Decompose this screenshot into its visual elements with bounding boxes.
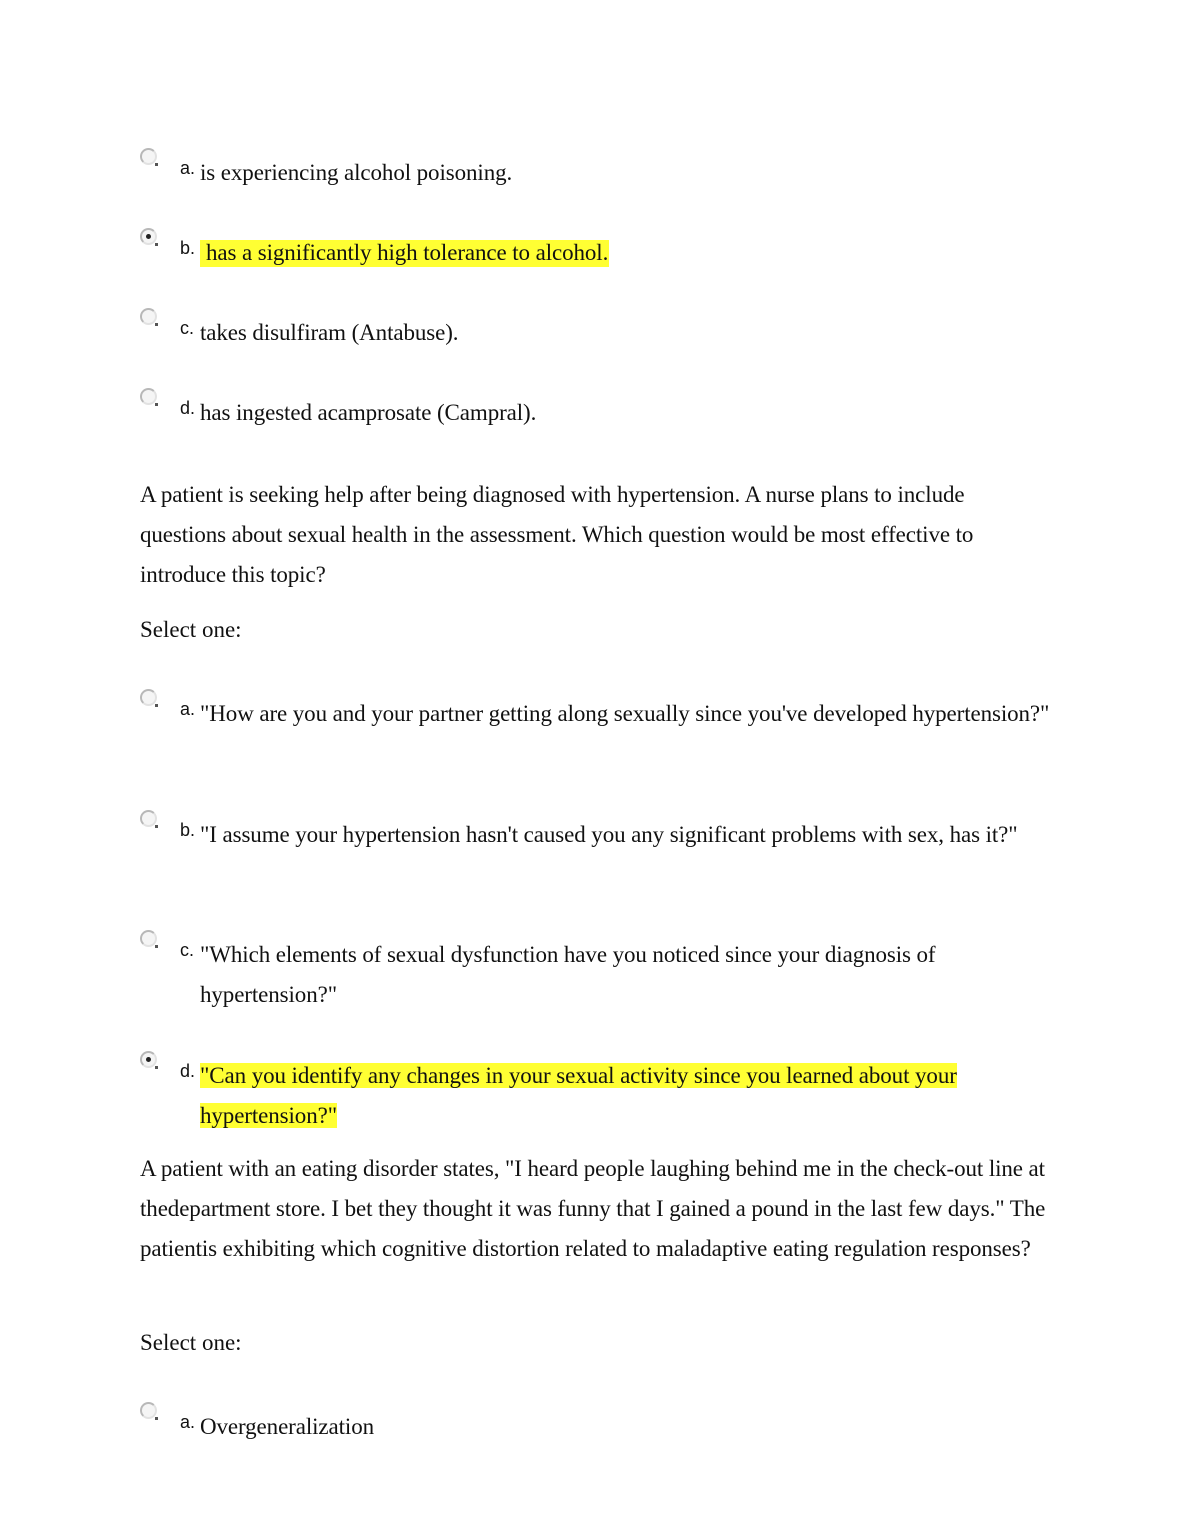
q3-option-a[interactable] (140, 1402, 1060, 1482)
option-text: "Which elements of sexual dysfunction have you noticed since your diagnosis of hypertension?" (200, 942, 936, 1007)
q2-option-b[interactable] (140, 810, 1060, 890)
option-text: "How are you and your partner getting along sexually since you've developed hypertension?" (200, 701, 1050, 726)
select-one-label: Select one: (140, 617, 242, 642)
option-letter: a. (180, 158, 196, 178)
radio-button-icon[interactable] (140, 388, 157, 405)
radio-button-icon[interactable] (140, 689, 157, 706)
option-letter: b. (180, 238, 196, 258)
q1-option-d[interactable] (140, 388, 1060, 468)
question-3-text: A patient with an eating disorder states, "I heard people laughing behind me in the check-out line at thedepartment store. I bet they thought it was funny that I gained a pound in the last few days." The patientis exhibiting which cognitive distortion related to maladaptive eating regulation responses? (140, 1156, 1046, 1261)
q2-option-d[interactable] (140, 1051, 1060, 1131)
highlighted-answer: "Can you identify any changes in your sexual activity since you learned about your hypertension?" (200, 1063, 957, 1128)
radio-button-icon[interactable] (140, 148, 157, 165)
option-text: "I assume your hypertension hasn't caused you any significant problems with sex, has it?" (200, 822, 1018, 847)
option-letter: d. (180, 1061, 196, 1081)
question-2-text: A patient is seeking help after being diagnosed with hypertension. A nurse plans to include questions about sexual health in the assessment. Which question would be most effective to introduce this topic? (140, 482, 974, 587)
radio-button-icon[interactable] (140, 930, 157, 947)
radio-button-icon[interactable] (140, 810, 157, 827)
q1-option-b[interactable] (140, 228, 1060, 308)
option-letter: a. (180, 1412, 196, 1432)
radio-button-selected-icon[interactable] (140, 1051, 157, 1068)
q2-option-c[interactable] (140, 930, 1060, 1010)
radio-button-selected-icon[interactable] (140, 228, 157, 245)
option-letter: c. (180, 940, 195, 960)
option-text: takes disulfiram (Antabuse). (200, 320, 459, 345)
select-one-label: Select one: (140, 1330, 242, 1355)
highlighted-answer: has a significantly high tolerance to alcohol. (200, 240, 609, 267)
option-text: is experiencing alcohol poisoning. (200, 160, 513, 185)
q2-option-a[interactable] (140, 689, 1060, 769)
option-letter: c. (180, 318, 195, 338)
option-text (200, 1056, 1050, 1136)
option-letter: d. (180, 398, 196, 418)
q1-option-a[interactable] (140, 148, 1060, 228)
q1-option-c[interactable] (140, 308, 1060, 388)
option-text (200, 233, 1050, 273)
option-letter: b. (180, 820, 196, 840)
option-letter: a. (180, 699, 196, 719)
radio-button-icon[interactable] (140, 1402, 157, 1419)
radio-button-icon[interactable] (140, 308, 157, 325)
option-text: Overgeneralization (200, 1414, 375, 1439)
option-text: has ingested acamprosate (Campral). (200, 400, 537, 425)
